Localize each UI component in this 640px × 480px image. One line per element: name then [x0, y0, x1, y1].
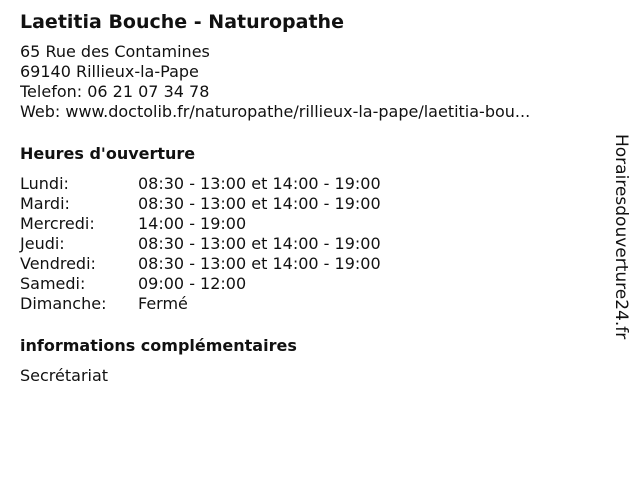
- phone-line: Telefon: 06 21 07 34 78: [20, 82, 210, 101]
- website-line: Web: www.doctolib.fr/naturopathe/rillieux-la-pape/laetitia-bou...: [20, 102, 531, 121]
- hours-day: Mardi:: [20, 194, 70, 213]
- hours-row: [20, 294, 595, 314]
- site-brand-label: Horairesdouverture24.fr: [611, 134, 631, 340]
- hours-row: [20, 234, 595, 254]
- hours-day: Samedi:: [20, 274, 86, 293]
- hours-row: [20, 214, 595, 234]
- business-card: [20, 10, 595, 386]
- hours-day: Dimanche:: [20, 294, 107, 313]
- hours-table: [20, 174, 595, 314]
- hours-day: Lundi:: [20, 174, 69, 193]
- hours-row: [20, 254, 595, 274]
- hours-day: Vendredi:: [20, 254, 96, 273]
- hours-time: 09:00 - 12:00: [138, 274, 247, 293]
- hours-time: Fermé: [138, 294, 188, 313]
- hours-time: 08:30 - 13:00 et 14:00 - 19:00: [138, 194, 381, 213]
- address-city: 69140 Rillieux-la-Pape: [20, 62, 199, 81]
- business-title: Laetitia Bouche - Naturopathe: [20, 11, 344, 33]
- contact-block: [20, 42, 595, 122]
- hours-time: 08:30 - 13:00 et 14:00 - 19:00: [138, 234, 381, 253]
- info-text: Secrétariat: [20, 366, 109, 385]
- hours-time: 08:30 - 13:00 et 14:00 - 19:00: [138, 254, 381, 273]
- hours-row: [20, 274, 595, 294]
- hours-day: Mercredi:: [20, 214, 95, 233]
- hours-day: Jeudi:: [20, 234, 65, 253]
- hours-heading: Heures d'ouverture: [20, 144, 196, 163]
- hours-row: [20, 174, 595, 194]
- info-heading: informations complémentaires: [20, 336, 297, 355]
- hours-time: 14:00 - 19:00: [138, 214, 247, 233]
- hours-time: 08:30 - 13:00 et 14:00 - 19:00: [138, 174, 381, 193]
- address-street: 65 Rue des Contamines: [20, 42, 210, 61]
- hours-row: [20, 194, 595, 214]
